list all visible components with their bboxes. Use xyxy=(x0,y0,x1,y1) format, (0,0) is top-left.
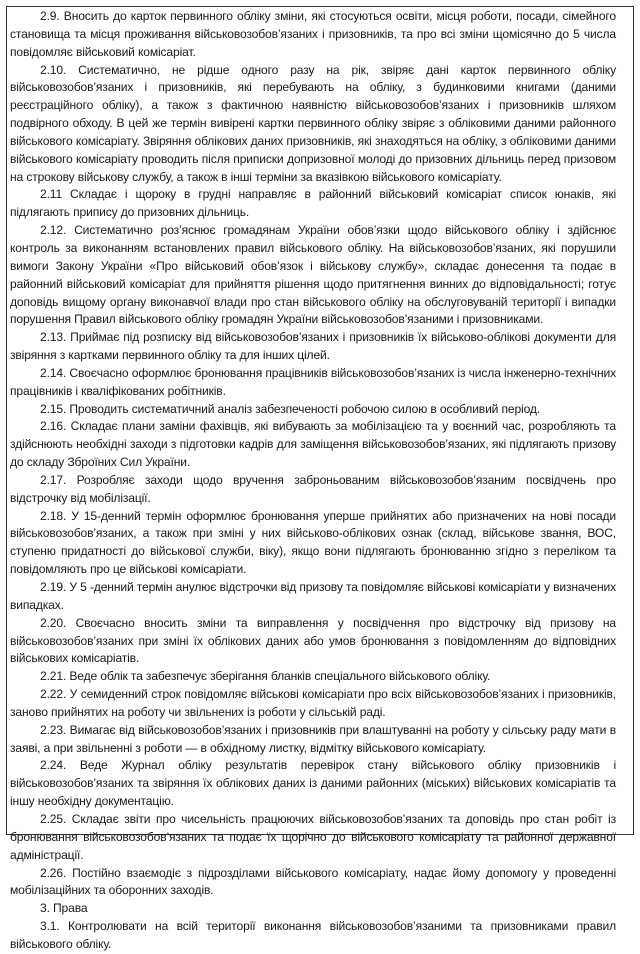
paragraph-3-1: 3.1. Контролювати на всій території виконання військовозобов’язаними та призовниками правил військового обліку. xyxy=(10,919,616,951)
section-heading-rights: 3. Права xyxy=(40,901,88,916)
paragraph-2-20: 2.20. Своєчасно вносить зміни та виправлення у посвідчення про відстрочку від призову на військовозобов’язаних при зміні їх облікових даних або умов бронювання з повідомленням до відповідних військових комісаріатів. xyxy=(10,615,616,666)
paragraph-2-25: 2.25. Складає звіти про чисельність працюючих військовозобов’язаних та доповідь про стан робіт із бронювання військовозобов’язаних та подає їх щорічно до військового комісаріату та районної державної адміністрації. xyxy=(10,811,616,862)
paragraph-2-10: 2.10. Систематично, не рідше одного разу на рік, звіряє дані карток первинного обліку військовозобов’язаних і призовників, які перебувають на обліку, з будинковими книгами (даними реєстраційного обліку), а також з фактичною наявністю військовозобов’язаних і призовників шляхом подвірного обходу. В цей же термін вивірені картки первинного обліку звіряє з обліковими даними районного військового комісаріату. Звіряння облікових даних призовників, які знаходяться на обліку, з обліковими даними військового комісаріату проводить після приписки допризовної молоді до призовних дільниць перед призовом на строкову військову службу, а також в інші терміни за вказівкою військового комісаріату. xyxy=(10,62,616,184)
paragraph-2-24: 2.24. Веде Журнал обліку результатів перевірок стану військового обліку призовників і військовозобов’язаних та звіряння їх облікових даних із даними районних (міських) військових комісаріатів та іншу необхідну документацію. xyxy=(10,758,616,809)
paragraph-2-19: 2.19. У 5 -денний термін анулює відстрочки від призову та повідомляє військові комісаріати у визначених випадках. xyxy=(10,580,616,612)
paragraph-2-17: 2.17. Розробляє заходи щодо вручення заброньованим військовозобов’язаним посвідчень про відстрочку від мобілізації. xyxy=(10,472,616,505)
paragraph-2-13: 2.13. Приймає під розписку від військовозобов’язаних і призовників їх військово-облікові документи для звіряння з картками первинного обліку та для інших цілей. xyxy=(10,330,616,363)
paragraph-2-15: 2.15. Проводить систематичний аналіз забезпеченості робочою силою в особливий період. xyxy=(40,401,541,416)
paragraph-2-23: 2.23. Вимагає від військовозобов’язаних і призовників при влаштуванні на роботу у сільську раду мати в заяві, а при звільненні з роботи — в обхідному листку, відмітку військового комісаріату. xyxy=(10,722,616,755)
paragraph-2-11: 2.11 Складає і щороку в грудні направляє в районний військовий комісаріат список юнаків, які підлягають припису до призовних дільниць. xyxy=(10,187,616,220)
paragraph-2-22: 2.22. У семиденний строк повідомляє військові комісаріати про всіх військовозобов’язаних і призовників, заново прийнятих на роботу чи звільнених із роботи у сільській раді. xyxy=(10,687,616,719)
paragraph-2-14: 2.14. Своєчасно оформлює бронювання працівників військовозобов’язаних із числа інженерно-технічних працівників і кваліфікованих робітників. xyxy=(10,365,616,398)
paragraph-2-18: 2.18. У 15-денний термін оформлює бронювання уперше прийнятих або призначених на нові посади військовозобов’язаних, а також при зміні у них військово-облікових ознак (склад, військове звання, ВОС, ступеню придатності до військової служби, віку), якщо вони підлягають бронюванню згідно з переліком та повідомляють про це військові комісаріати. xyxy=(10,508,616,577)
paragraph-2-21: 2.21. Веде облік та забезпечує зберігання бланків спеціального військового обліку. xyxy=(40,669,491,684)
paragraph-2-26: 2.26. Постійно взаємодіє з підрозділами військового комісаріату, надає йому допомогу у проведенні мобілізаційних та оборонних заходів. xyxy=(10,865,616,898)
document-body xyxy=(10,8,616,954)
paragraph-2-9: 2.9. Вносить до карток первинного обліку зміни, які стосуються освіти, місця роботи, посади, сімейного становища та місця проживання військовозобов’язаних і призовників, та про всі зміни щомісячно до 5 числа повідомляє військовий комісаріат. xyxy=(10,9,616,59)
paragraph-2-12: 2.12. Систематично роз’яснює громадянам України обов’язки щодо військового обліку і здійснює контроль за виконанням встановлених правил військового обліку. На військовозобов’язаних, які порушили вимоги Закону України «Про військовий обов’язок і військову службу», складає донесення та подає в районний військовий комісаріат для прийняття рішення щодо притягнення винних до відповідальності; готує доповідь вищому органу виконавчої влади про стан військового обліку на обслуговуваній території і випадки порушення Правил військового обліку громадян України військовозобов’язаними і призовниками. xyxy=(10,223,616,327)
paragraph-2-16: 2.16. Складає плани заміни фахівців, які вибувають за мобілізацією та у воєнний час, розробляють та здійснюють необхідні заходи з підготовки кадрів для заміщення військовозобов’язаних, які підлягають призову до складу Зброїних Сил України. xyxy=(10,419,616,470)
